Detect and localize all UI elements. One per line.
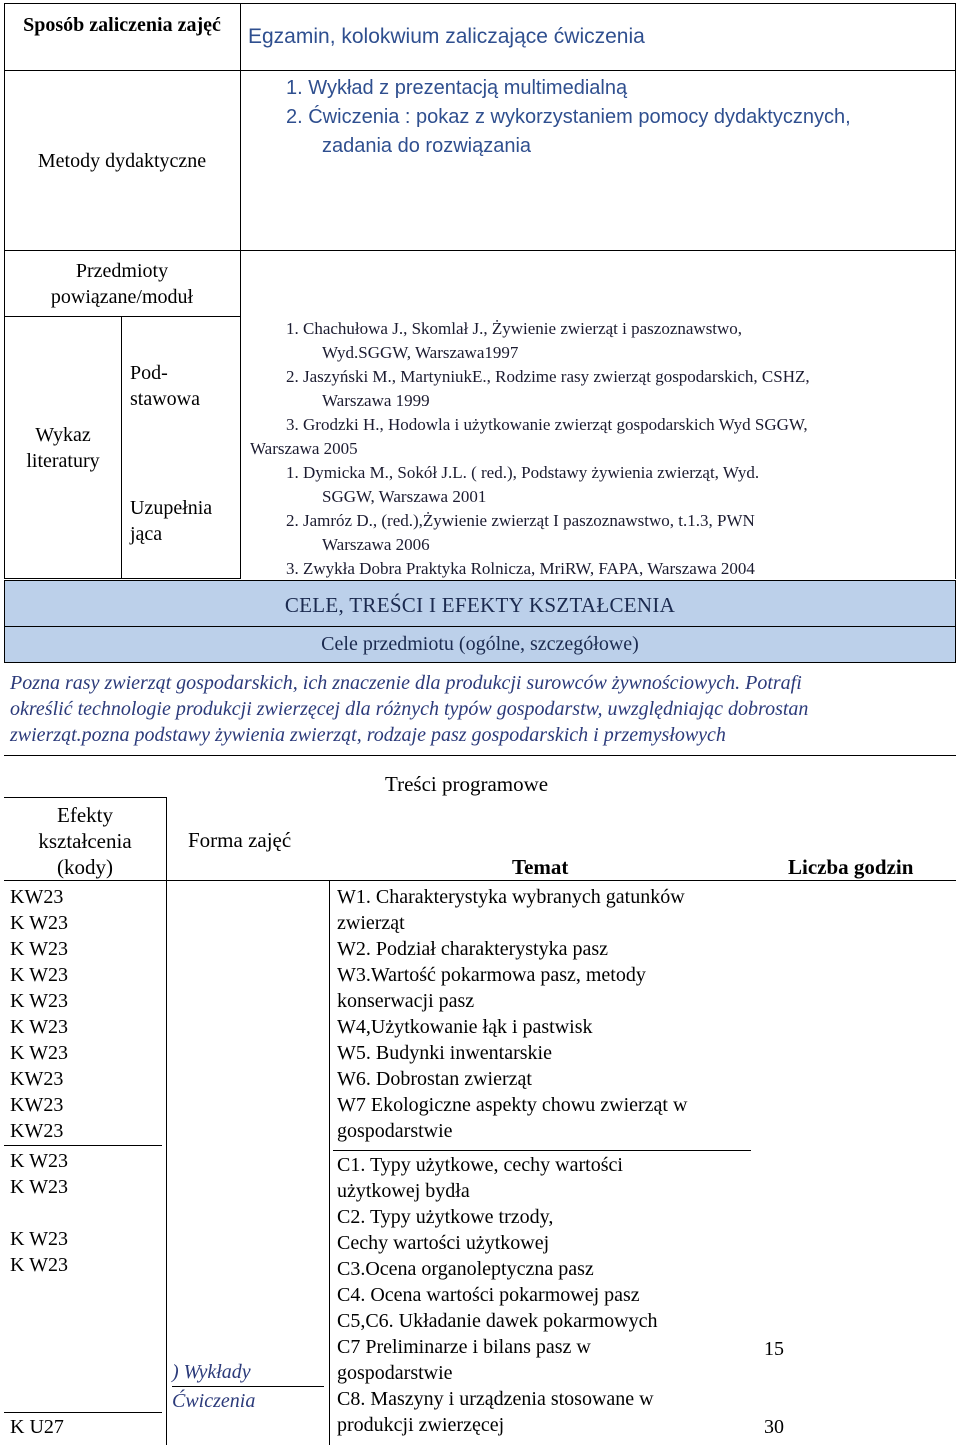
topic-line: C2. Typy użytkowe trzody, <box>337 1206 554 1228</box>
effect-code: KW23 <box>10 1068 64 1090</box>
effect-code: KW23 <box>10 1120 64 1142</box>
form-exercises: Ćwiczenia <box>172 1390 256 1412</box>
topic-line: W6. Dobrostan zwierząt <box>337 1068 532 1090</box>
literature-item: 1. Chachułowa J., Skomlał J., Żywienie zwierząt i paszoznawstwo, <box>286 319 743 338</box>
literature-item: 3. Zwykła Dobra Praktyka Rolnicza, MriRW, FAPA, Warszawa 2004 <box>286 559 755 578</box>
hours-header: Liczba godzin <box>788 855 914 879</box>
topic-header: Temat <box>512 855 569 879</box>
assessment-value: Egzamin, kolokwium zaliczające ćwiczenia <box>248 25 645 48</box>
topic-line: produkcji zwierzęcej <box>337 1414 505 1436</box>
topic-line: C3.Ocena organoleptyczna pasz <box>337 1258 594 1280</box>
basic-label-line: Pod- <box>130 362 168 384</box>
methods-list <box>286 74 851 161</box>
effects-header-line: (kody) <box>57 855 113 879</box>
literature-basic-label <box>130 360 200 412</box>
effect-code: K W23 <box>10 912 68 934</box>
methods-label: Metody dydaktyczne <box>37 150 207 172</box>
table-border-right <box>955 3 956 579</box>
literature-item: Warszawa 2006 <box>322 535 430 554</box>
assessment-label <box>6 12 238 38</box>
effects-header-line: Efekty <box>57 803 113 827</box>
hours-lectures: 15 <box>764 1338 784 1360</box>
topic-line: zwierząt <box>337 912 405 934</box>
row-divider <box>4 316 240 317</box>
topic-line: C5,C6. Układanie dawek pokarmowych <box>337 1310 658 1332</box>
topic-line: W3.Wartość pokarmowa pasz, metody <box>337 964 646 986</box>
methods-item: zadania do rozwiązania <box>322 135 532 157</box>
topic-line: konserwacji pasz <box>337 990 475 1012</box>
row-divider <box>4 578 240 579</box>
topic-line: gospodarstwie <box>337 1120 453 1142</box>
effect-code: KW23 <box>10 886 64 908</box>
literature-item: 1. Dymicka M., Sokół J.L. ( red.), Podstawy żywienia zwierząt, Wyd. <box>286 463 760 482</box>
effects-header <box>6 802 164 880</box>
effect-code: K W23 <box>10 1016 68 1038</box>
table-border-top <box>4 3 956 4</box>
topics-lectures <box>337 884 687 1144</box>
literature-item: 2. Jamróz D., (red.),Żywienie zwierząt I paszoznawstwo, t.1.3, PWN <box>286 511 755 530</box>
program-col-divider <box>329 880 330 1445</box>
effect-code: K W23 <box>10 938 68 960</box>
literature-basic-list <box>286 317 810 437</box>
basic-label-line: stawowa <box>130 388 200 410</box>
effect-code: K W23 <box>10 1254 68 1276</box>
codes-block-2 <box>10 1148 68 1200</box>
table-border-left <box>4 3 5 579</box>
topics-divider <box>333 1150 751 1151</box>
topic-line: C7 Preliminarze i bilans pasz w <box>337 1336 591 1358</box>
effect-code: K W23 <box>10 1176 68 1198</box>
topic-line: użytkowej bydła <box>337 1180 470 1202</box>
effect-code: K W23 <box>10 1150 68 1172</box>
codes-block-3 <box>10 1226 68 1278</box>
effect-code: K U27 <box>10 1416 64 1438</box>
codes-divider <box>4 1412 162 1413</box>
literature-item: SGGW, Warszawa 2001 <box>322 487 487 506</box>
topic-line: W5. Budynki inwentarskie <box>337 1042 552 1064</box>
topic-line: W1. Charakterystyka wybranych gatunków <box>337 886 685 908</box>
codes-divider <box>4 1145 162 1146</box>
goals-line: zwierząt.pozna podstawy żywienia zwierząt, rodzaje pasz gospodarskich i przemysłowych <box>10 724 726 746</box>
effect-code: K W23 <box>10 990 68 1012</box>
topic-line: Cechy wartości użytkowej <box>337 1232 550 1254</box>
topic-line: C4. Ocena wartości pokarmowej pasz <box>337 1284 640 1306</box>
topic-line: C1. Typy użytkowe, cechy wartości <box>337 1154 623 1176</box>
literature-item: 3. Grodzki H., Hodowla i użytkowanie zwierząt gospodarskich Wyd SGGW, <box>286 415 808 434</box>
section-subtitle-band <box>4 626 956 663</box>
topic-line: W4,Użytkowanie łąk i pastwisk <box>337 1016 593 1038</box>
program-col-divider <box>166 797 167 1445</box>
methods-item: 2. Ćwiczenia : pokaz z wykorzystaniem pomocy dydaktycznych, <box>286 106 851 128</box>
methods-item: 1. Wykład z prezentacją multimedialną <box>286 77 628 99</box>
assessment-label-text: Sposób zaliczenia zajęć <box>23 14 221 36</box>
goals-line: Pozna rasy zwierząt gospodarskich, ich znaczenie dla produkcji surowców żywnościowych. Potrafi <box>10 672 802 694</box>
topic-line: C8. Maszyny i urządzenia stosowane w <box>337 1388 654 1410</box>
goals-line: określić technologie produkcji zwierzęcej dla różnych typów gospodarstw, uwzględniając dobrostan <box>10 698 809 720</box>
related-label: Przedmioty powiązane/moduł <box>50 260 194 308</box>
section-title: CELE, TREŚCI I EFEKTY KSZTAŁCENIA <box>284 593 676 617</box>
literature-item: Warszawa 1999 <box>322 391 430 410</box>
form-divider <box>172 1386 324 1387</box>
row-divider <box>4 250 956 251</box>
goals-divider <box>4 755 956 756</box>
supp-label-line: jąca <box>130 523 163 545</box>
literature-item: Warszawa 2005 <box>250 439 358 458</box>
topic-line: W2. Podział charakterystyka pasz <box>337 938 609 960</box>
form-list <box>172 1358 255 1416</box>
codes-block-1 <box>10 884 68 1144</box>
supp-label-line: Uzupełnia <box>130 497 213 519</box>
literature-item: 2. Jaszyński M., MartyniukE., Rodzime rasy zwierząt gospodarskich, CSHZ, <box>286 367 810 386</box>
section-subtitle: Cele przedmiotu (ogólne, szczegółowe) <box>321 633 639 655</box>
topics-exercises <box>337 1152 657 1438</box>
topic-line: W7 Ekologiczne aspekty chowu zwierząt w <box>337 1094 688 1116</box>
effect-code: K W23 <box>10 1228 68 1250</box>
effect-code: K W23 <box>10 964 68 986</box>
hours-exercises: 30 <box>764 1416 784 1438</box>
section-title-band <box>4 580 956 627</box>
form-header: Forma zajęć <box>188 828 292 852</box>
col-divider <box>240 3 241 579</box>
program-title: Treści programowe <box>385 772 549 796</box>
col-divider <box>121 316 122 579</box>
form-lecture: ) Wykłady <box>172 1361 251 1383</box>
program-header-bottom <box>4 880 956 881</box>
literature-supp-label <box>130 495 212 547</box>
effect-code: KW23 <box>10 1094 64 1116</box>
program-header-line <box>4 797 166 798</box>
effect-code: K W23 <box>10 1042 68 1064</box>
literature-label: Wykaz literatury <box>26 424 100 472</box>
topic-line: gospodarstwie <box>337 1362 453 1384</box>
literature-supp-list <box>286 461 759 581</box>
effects-header-line: kształcenia <box>38 829 132 853</box>
row-divider <box>4 70 956 71</box>
goals-text <box>10 670 808 748</box>
literature-item: Wyd.SGGW, Warszawa1997 <box>322 343 519 362</box>
